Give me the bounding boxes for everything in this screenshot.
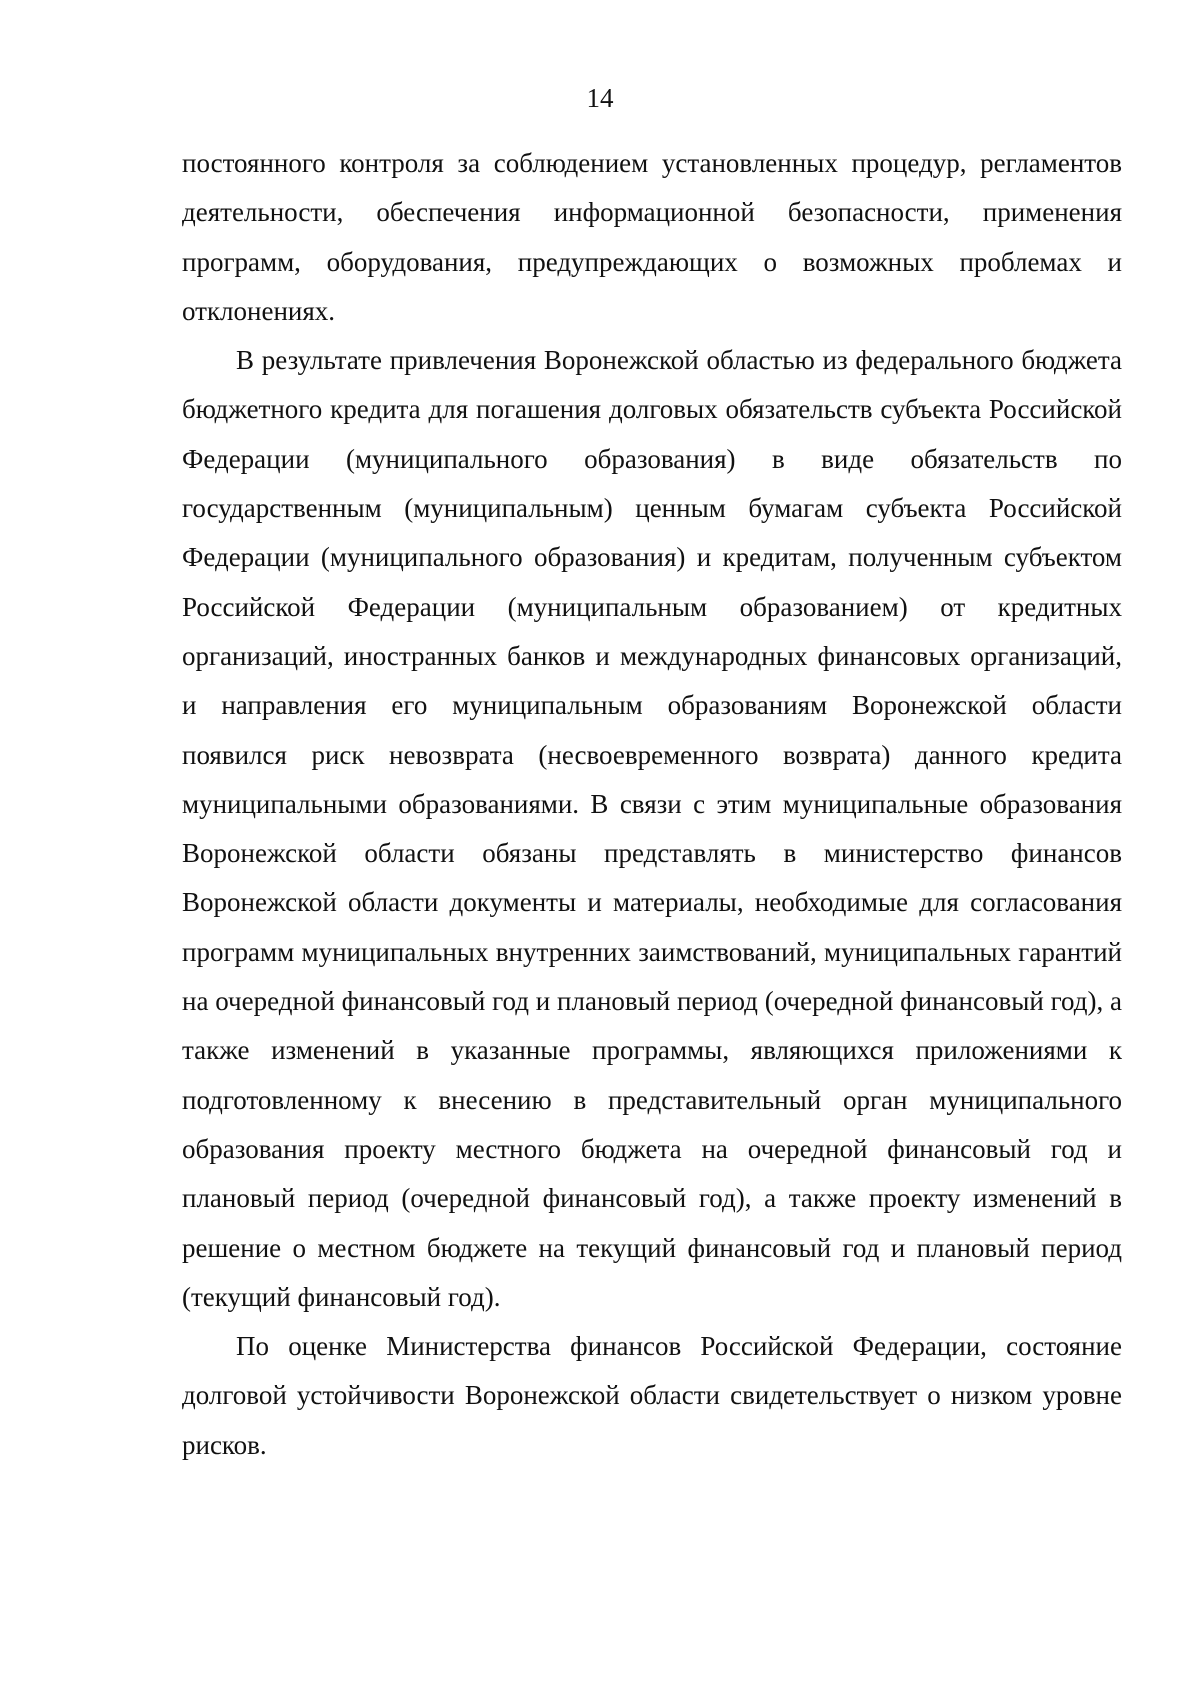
paragraph-budget-credit-risk: В результате привлечения Воронежской областью из федерального бюджета бюджетного кредита для погашения долговых обязательств субъекта Российской Федерации (муниципального образования) в виде обязательств по государственным (муниципальным) ценным бумагам субъекта Российской Федерации (муниципального образования) и кредитам, полученным субъектом Российской Федерации (муниципальным образованием) от кредитных организаций, иностранных банков и международных финансовых организаций, и направления его муниципальным образованиям Воронежской области появился риск невозврата (несвоевременного возврата) данного кредита муниципальными образованиями. В связи с этим муниципальные образования Воронежской области обязаны представлять в министерство финансов Воронежской области документы и материалы, необходимые для согласования программ муниципальных внутренних заимствований, муниципальных гарантий на очередной финансовый год и плановый период (очередной финансовый год), а также изменений в указанные программы, являющихся приложениями к подготовленному к внесению в представительный орган муниципального образования проекту местного бюджета на очередной финансовый год и плановый период (очередной финансовый год), а также проекту изменений в решение о местном бюджете на текущий финансовый год и плановый период (текущий финансовый год). — [182, 345, 1122, 1312]
paragraph-debt-sustainability: По оценке Министерства финансов Российской Федерации, состояние долговой устойчивости Воронежской области свидетельствует о низком уровне рисков. — [182, 1331, 1122, 1460]
paragraph-continuation: постоянного контроля за соблюдением установленных процедур, регламентов деятельности, обеспечения информационной безопасности, применения программ, оборудования, предупреждающих о возможных проблемах и отклонениях. — [182, 148, 1122, 326]
document-body — [182, 139, 1122, 1470]
page-number: 14 — [586, 83, 614, 113]
